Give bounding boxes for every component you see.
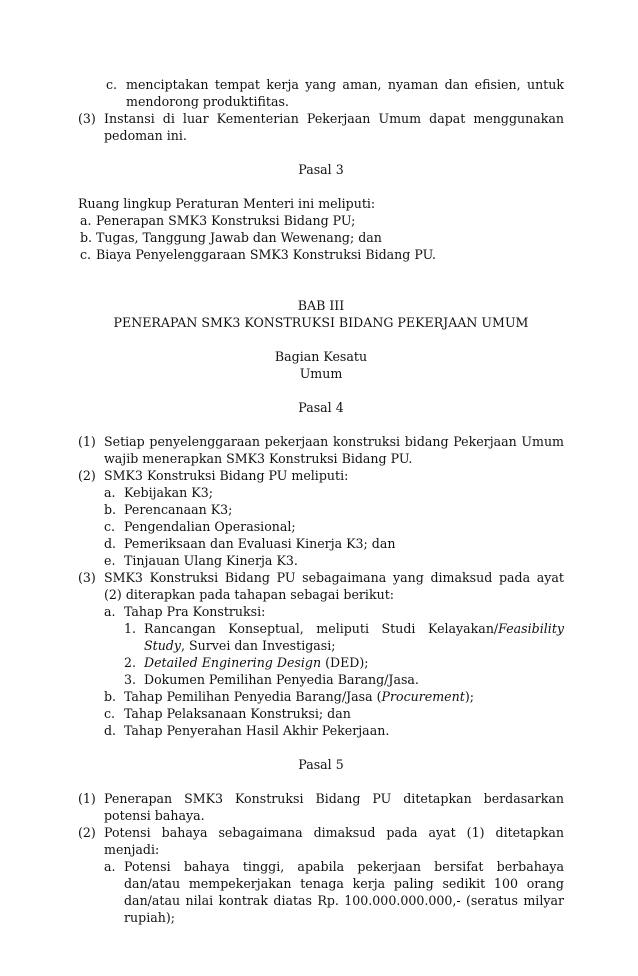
- item-text: Penerapan SMK3 Konstruksi Bidang PU ditetapkan berdasarkan potensi bahaya.: [104, 791, 564, 823]
- item-label: (1): [78, 791, 96, 806]
- list-item: [78, 518, 564, 535]
- item-label: c.: [104, 706, 116, 721]
- pasal-5-title: Pasal 5: [298, 757, 344, 772]
- list-item: [80, 76, 564, 110]
- list-item: [78, 501, 564, 518]
- list-item: [78, 722, 564, 739]
- text-segment: Rancangan Konseptual, meliputi Studi Kelayakan/: [144, 621, 499, 636]
- list-item: [78, 467, 564, 484]
- item-text: [144, 620, 564, 654]
- item-text: Kebijakan K3;: [124, 485, 213, 500]
- list-item: [78, 535, 564, 552]
- item-label: a.: [104, 485, 116, 500]
- item-label: a.: [104, 859, 116, 874]
- item-text: [124, 688, 564, 705]
- item-text: Pemeriksaan dan Evaluasi Kinerja K3; dan: [124, 536, 396, 551]
- item-text: Potensi bahaya sebagaimana dimaksud pada ayat (1) ditetapkan menjadi:: [104, 825, 564, 857]
- item-text: Biaya Penyelenggaraan SMK3 Konstruksi Bidang PU.: [96, 247, 437, 262]
- list-item: [78, 433, 564, 467]
- item-text: SMK3 Konstruksi Bidang PU sebagaimana yang dimaksud pada ayat (2) diterapkan pada tahapan sebagai berikut:: [104, 570, 564, 602]
- item-text: menciptakan tempat kerja yang aman, nyaman dan efisien, untuk mendorong produktifitas.: [126, 77, 564, 109]
- item-label: c.: [106, 77, 118, 92]
- list-item: [78, 603, 564, 620]
- item-label: b.: [104, 689, 117, 704]
- list-item: [78, 569, 564, 603]
- item-text: Penerapan SMK3 Konstruksi Bidang PU;: [96, 213, 356, 228]
- item-label: b.: [80, 230, 93, 245]
- item-text: [144, 654, 564, 671]
- item-label: (3): [78, 111, 96, 126]
- list-item: [78, 620, 564, 654]
- item-text: Dokumen Pemilihan Penyedia Barang/Jasa.: [144, 672, 419, 687]
- item-text: Potensi bahaya tinggi, apabila pekerjaan bersifat berbahaya dan/atau mempekerjakan tenaga kerja paling sedikit 100 orang dan/atau nilai kontrak diatas Rp. 100.000.000.000,- (seratus milyar rupiah);: [124, 859, 564, 925]
- list-item: [78, 229, 564, 246]
- item-text: SMK3 Konstruksi Bidang PU meliputi:: [104, 468, 349, 483]
- item-text: Tugas, Tanggung Jawab dan Wewenang; dan: [96, 230, 382, 245]
- list-item: [78, 212, 564, 229]
- pasal-3-intro: Ruang lingkup Peraturan Menteri ini meliputi:: [78, 196, 376, 211]
- item-label: (3): [78, 570, 96, 585]
- list-item: [78, 246, 564, 263]
- text-segment-italic: Procurement: [381, 689, 465, 704]
- list-item: [78, 552, 564, 569]
- list-item: [78, 484, 564, 501]
- item-label: a.: [80, 213, 92, 228]
- list-item: [78, 110, 564, 144]
- item-text: Tinjauan Ulang Kinerja K3.: [124, 553, 298, 568]
- item-text: Perencanaan K3;: [124, 502, 233, 517]
- item-label: (1): [78, 434, 96, 449]
- document-page: [78, 76, 564, 926]
- bagian-subtitle: Umum: [299, 366, 343, 381]
- text-segment: );: [464, 689, 474, 704]
- list-item: [78, 790, 564, 824]
- item-text: Pengendalian Operasional;: [124, 519, 296, 534]
- item-text: Tahap Pra Konstruksi:: [124, 604, 266, 619]
- item-label: c.: [80, 247, 92, 262]
- list-item: [78, 858, 564, 926]
- item-text: Tahap Penyerahan Hasil Akhir Pekerjaan.: [124, 723, 390, 738]
- item-label: d.: [104, 536, 117, 551]
- bab-subtitle: PENERAPAN SMK3 KONSTRUKSI BIDANG PEKERJAAN UMUM: [113, 315, 529, 330]
- item-label: e.: [104, 553, 116, 568]
- list-item: [78, 654, 564, 671]
- pasal-4-title: Pasal 4: [298, 400, 344, 415]
- list-item: [78, 705, 564, 722]
- item-text: Tahap Pelaksanaan Konstruksi; dan: [124, 706, 351, 721]
- item-label: (2): [78, 468, 96, 483]
- text-segment: Tahap Pemilihan Penyedia Barang/Jasa (: [124, 689, 382, 704]
- bab-title: BAB III: [297, 298, 345, 313]
- text-segment-italic: Detailed Enginering Design: [144, 655, 322, 670]
- item-label: 1.: [124, 621, 137, 636]
- item-text: Instansi di luar Kementerian Pekerjaan Umum dapat menggunakan pedoman ini.: [104, 111, 564, 143]
- item-label: d.: [104, 723, 117, 738]
- list-item: [78, 824, 564, 858]
- text-segment: , Survei dan Investigasi;: [180, 638, 336, 653]
- item-label: a.: [104, 604, 116, 619]
- list-item: [78, 688, 564, 705]
- bagian-title: Bagian Kesatu: [274, 349, 368, 364]
- pasal-3-title: Pasal 3: [298, 162, 344, 177]
- item-label: c.: [104, 519, 116, 534]
- list-item: [78, 671, 564, 688]
- text-segment: (DED);: [321, 655, 369, 670]
- item-label: 2.: [124, 655, 137, 670]
- text-segment-italic: Feasibility Study: [144, 621, 564, 653]
- item-text: Setiap penyelenggaraan pekerjaan konstruksi bidang Pekerjaan Umum wajib menerapkan SMK3 Konstruksi Bidang PU.: [104, 434, 564, 466]
- item-label: b.: [104, 502, 117, 517]
- item-label: 3.: [124, 672, 137, 687]
- item-label: (2): [78, 825, 96, 840]
